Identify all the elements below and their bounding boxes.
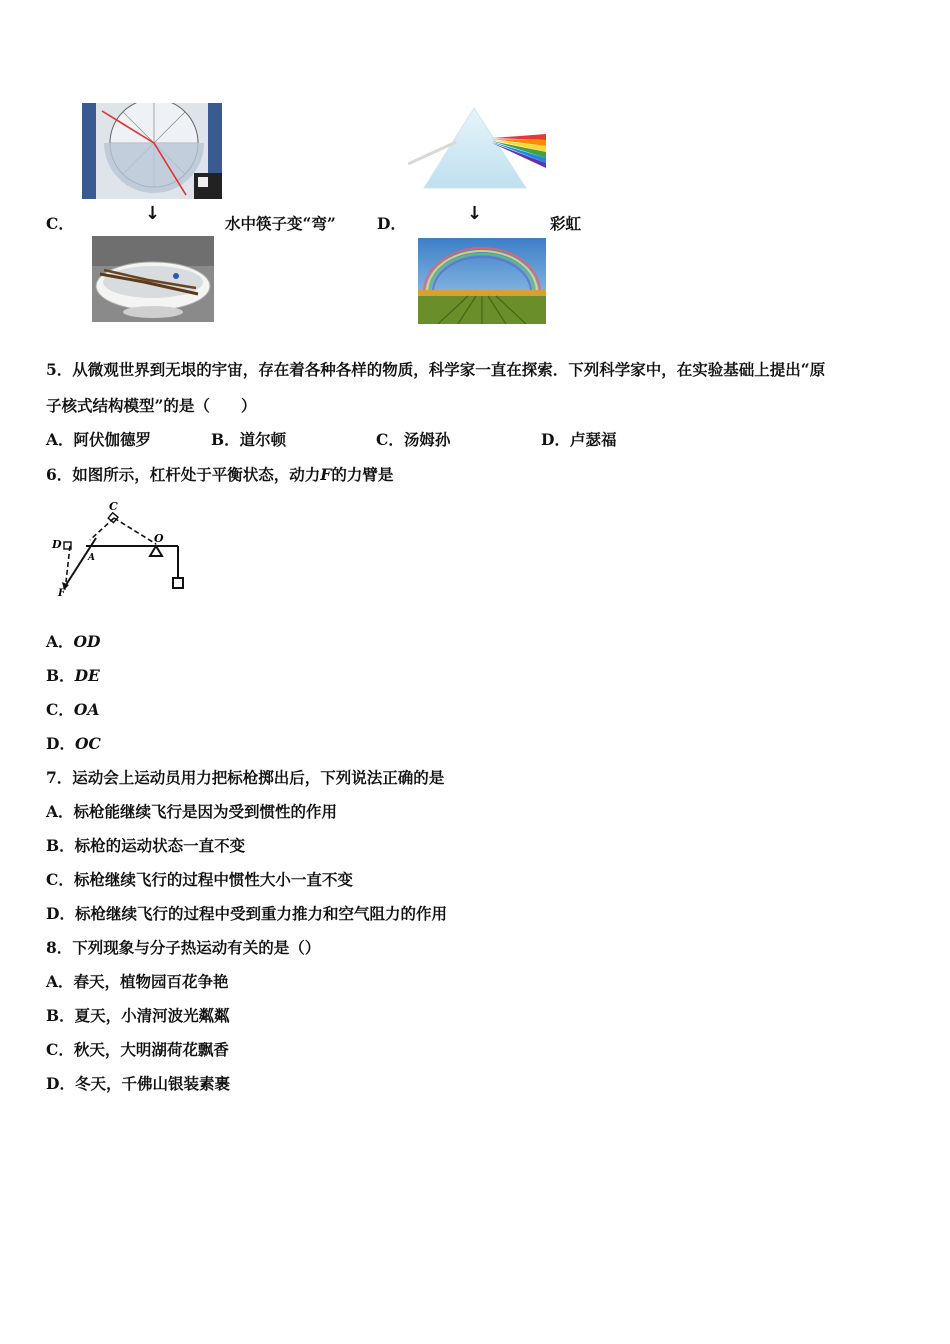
- option-d-label: D．: [377, 214, 406, 233]
- option-label: C．: [376, 430, 404, 449]
- down-arrow-c: ↓: [145, 203, 161, 224]
- option-text: 标枪继续飞行的过程中受到重力推力和空气阻力的作用: [74, 904, 447, 923]
- option-text: 秋天，大明湖荷花飘香: [73, 1040, 229, 1059]
- refraction-protractor-photo: [82, 103, 222, 199]
- option-text: 阿伏伽德罗: [73, 430, 152, 449]
- option-d-caption: 彩虹: [550, 214, 582, 233]
- q6-option-b: [46, 666, 100, 686]
- q5-option-b: [211, 430, 286, 450]
- option-label: D．: [46, 734, 75, 753]
- q7-option-d: [46, 904, 447, 924]
- rainbow-landscape-photo: [418, 238, 546, 324]
- dashed-line-co: [114, 518, 156, 544]
- q6-stem-suffix: 的力臂是: [331, 465, 394, 484]
- option-text: 标枪的运动状态一直不变: [74, 836, 246, 855]
- option-label: D．: [541, 430, 570, 449]
- q6-option-a: [46, 632, 100, 652]
- option-label: D．: [46, 904, 75, 923]
- q6-stem-var: F: [320, 465, 332, 484]
- hanging-weight: [173, 578, 183, 588]
- option-label: B．: [46, 666, 75, 685]
- fulcrum: [150, 546, 162, 556]
- option-text: 标枪能继续飞行是因为受到惯性的作用: [73, 802, 338, 821]
- q5-stem-line2: 子核式结构模型”的是（ ）: [46, 396, 257, 415]
- option-text: 道尔顿: [239, 430, 287, 449]
- option-c-label: C．: [46, 214, 74, 233]
- option-label: C．: [46, 1040, 74, 1059]
- q5-option-c: [376, 430, 450, 450]
- option-label: B．: [46, 1006, 75, 1025]
- option-label: B．: [46, 836, 75, 855]
- down-arrow-d: ↓: [467, 203, 483, 224]
- dashed-line-d-down: [66, 546, 70, 582]
- option-text: OA: [73, 700, 100, 719]
- option-label: B．: [211, 430, 240, 449]
- q6-stem-prefix: 6．如图所示，杠杆处于平衡状态，动力: [46, 465, 321, 484]
- q7-stem: 7．运动会上运动员用力把标枪掷出后，下列说法正确的是: [46, 768, 445, 787]
- option-text: 卢瑟福: [569, 430, 617, 449]
- option-text: 汤姆孙: [403, 430, 451, 449]
- option-text: 冬天，千佛山银装素裹: [74, 1074, 230, 1093]
- chopsticks-in-bowl-photo: [92, 236, 214, 322]
- option-text: OC: [74, 734, 101, 753]
- q7-option-b: [46, 836, 245, 856]
- option-label: C．: [46, 700, 74, 719]
- option-text: 夏天，小清河波光粼粼: [74, 1006, 230, 1025]
- q5-stem-line1: 5．从微观世界到无垠的宇宙，存在着各种各样的物质，科学家一直在探索．下列科学家中，在实验基础上提出“原: [46, 360, 826, 379]
- q5-option-a: [46, 430, 151, 450]
- label-c: C: [109, 500, 118, 513]
- q7-option-c: [46, 870, 353, 890]
- label-f: F: [58, 588, 66, 599]
- q5-option-d: [541, 430, 616, 450]
- q8-option-d: [46, 1074, 230, 1094]
- prism-dispersion-image: [408, 106, 548, 192]
- option-label: D．: [46, 1074, 75, 1093]
- label-a: A: [88, 553, 95, 563]
- q6-option-c: [46, 700, 99, 720]
- option-label: A．: [46, 802, 74, 821]
- lever-diagram: [50, 498, 195, 600]
- option-label: A．: [46, 632, 74, 651]
- label-d: D: [52, 538, 62, 551]
- q8-stem: 8．下列现象与分子热运动有关的是（）: [46, 938, 321, 957]
- q6-stem: [46, 465, 393, 485]
- option-label: A．: [46, 430, 74, 449]
- q8-option-b: [46, 1006, 230, 1026]
- dashed-line-dc: [90, 518, 114, 540]
- label-o: O: [154, 532, 164, 545]
- option-text: 春天，植物园百花争艳: [73, 972, 229, 991]
- q6-option-d: [46, 734, 101, 754]
- option-c-caption: 水中筷子变“弯”: [225, 214, 336, 233]
- q7-option-a: [46, 802, 337, 822]
- option-text: DE: [74, 666, 100, 685]
- q8-option-c: [46, 1040, 229, 1060]
- option-text: 标枪继续飞行的过程中惯性大小一直不变: [73, 870, 353, 889]
- option-text: OD: [73, 632, 101, 651]
- option-label: A．: [46, 972, 74, 991]
- option-label: C．: [46, 870, 74, 889]
- q8-option-a: [46, 972, 229, 992]
